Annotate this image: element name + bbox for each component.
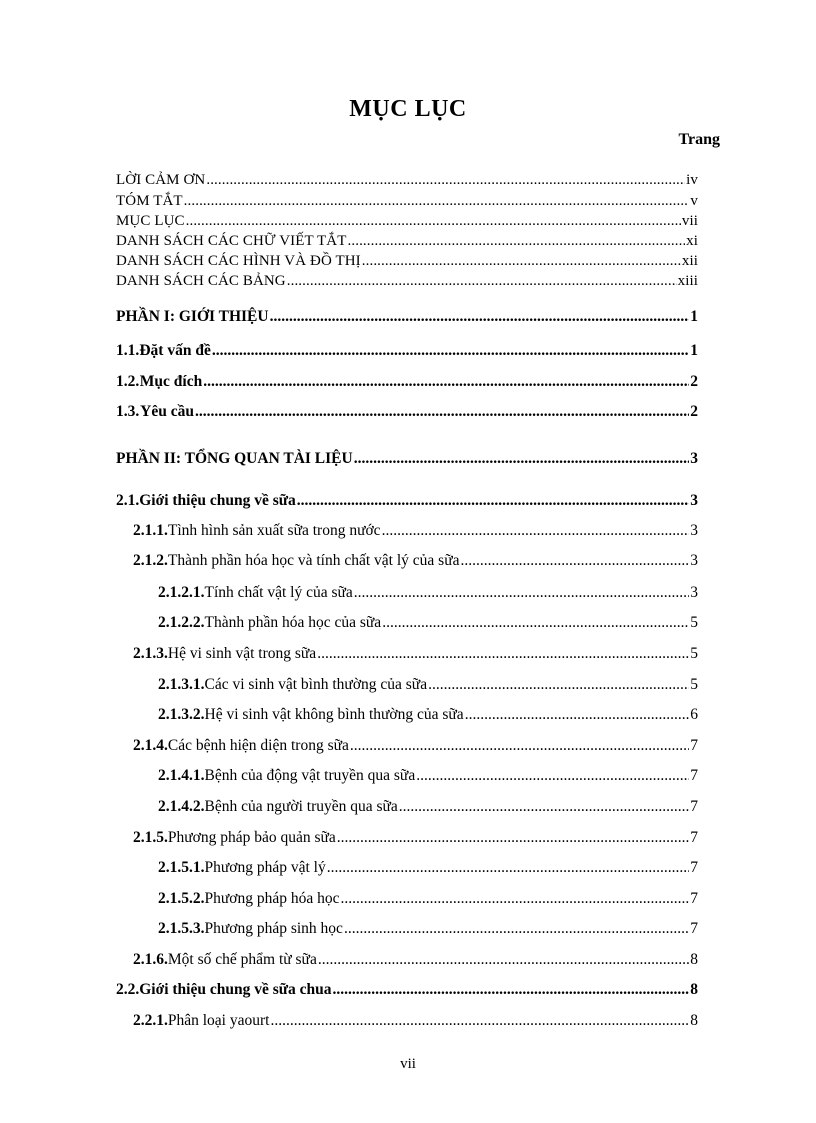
toc-row[interactable] [116,492,698,514]
toc-row[interactable] [116,737,698,759]
toc-label: Giới thiệu chung về sữa chua [139,981,332,998]
toc-row[interactable] [116,342,698,364]
toc-number: 2.1.5. [133,829,168,846]
leader-dots [333,981,690,999]
toc-row[interactable] [116,798,698,820]
leader-dots [212,342,689,360]
toc-label: Phân loại yaourt [167,1012,270,1029]
toc-page: 7 [690,767,698,784]
toc-number: 2.1.4.1. [158,767,205,784]
leader-dots [348,233,686,250]
toc-page: 3 [690,492,698,509]
leader-dots [460,552,689,570]
toc-number: 2.1.5.1. [158,859,205,876]
toc-row[interactable] [116,584,698,606]
leader-dots [318,951,689,969]
toc-label: TÓM TẮT [116,193,183,209]
toc-page: 5 [690,676,698,693]
leader-dots [317,645,689,663]
toc-label: MỤC LỤC [116,213,185,229]
leader-dots [184,193,690,210]
leader-dots [382,614,689,632]
toc-number: 2.1.6. [133,951,168,968]
page-column-label: Trang [678,131,720,148]
toc-page: 2 [690,373,698,390]
toc-page: 3 [690,450,698,467]
toc-number: 1.3. [116,403,140,420]
toc-row[interactable] [116,951,698,973]
toc-page: 6 [690,706,698,723]
leader-dots [203,373,689,391]
toc-label: PHẦN II: TỔNG QUAN TÀI LIỆU [116,450,353,467]
toc-page: 3 [690,584,698,601]
toc-label: Thành phần hóa học và tính chất vật lý của sữa [167,552,460,569]
toc-label: Hệ vi sinh vật không bình thường của sữa [204,706,464,723]
toc-page: v [690,193,698,209]
toc-number: 2.2.1. [133,1012,168,1029]
leader-dots [337,829,689,847]
toc-number: 2.2. [116,981,140,998]
leader-dots [206,172,685,189]
toc-page: 8 [690,951,698,968]
toc-label: DANH SÁCH CÁC CHỮ VIẾT TẮT [116,233,347,249]
toc-row[interactable] [116,920,698,942]
toc-number: 1.1. [116,342,140,359]
leader-dots [327,859,690,877]
toc-row[interactable] [116,829,698,851]
toc-row[interactable] [116,273,698,295]
toc-number: 2.1.2.1. [158,584,205,601]
page-title: MỤC LỤC [349,96,467,122]
toc-row[interactable] [116,859,698,881]
toc-page: 3 [690,552,698,569]
leader-dots [270,308,690,326]
toc-label: Một số chế phẩm từ sữa [167,951,317,968]
toc-number: 2.1.3.2. [158,706,205,723]
toc-number: 2.1.4. [133,737,168,754]
toc-label: DANH SÁCH CÁC HÌNH VÀ ĐỒ THỊ [116,253,361,269]
leader-dots [354,584,689,602]
toc-row[interactable] [116,706,698,728]
toc-page: 8 [690,1012,698,1029]
toc-label: Hệ vi sinh vật trong sữa [167,645,317,662]
toc-page: xiii [677,273,698,289]
toc-label: PHẦN I: GIỚI THIỆU [116,308,269,325]
toc-row[interactable] [116,373,698,395]
leader-dots [428,676,689,694]
toc-row[interactable] [116,308,698,330]
toc-page: 7 [690,798,698,815]
toc-row[interactable] [116,253,698,275]
toc-label: Các bệnh hiện diện trong sữa [167,737,349,754]
toc-label: Phương pháp sinh học [204,920,343,937]
toc-label: Tình hình sản xuất sữa trong nước [167,522,381,539]
toc-label: Đặt vấn đề [139,342,211,359]
leader-dots [186,213,681,230]
leader-dots [354,450,690,468]
toc-page: 1 [690,342,698,359]
toc-page: 7 [690,829,698,846]
toc-page: xi [686,233,698,249]
toc-number: 2.1.3.1. [158,676,205,693]
toc-page: 5 [690,645,698,662]
leader-dots [382,522,690,540]
leader-dots [195,403,689,421]
toc-row[interactable] [116,552,698,574]
toc-label: DANH SÁCH CÁC BẢNG [116,273,286,289]
toc-number: 2.1.5.3. [158,920,205,937]
toc-row[interactable] [116,890,698,912]
toc-page: 8 [690,981,698,998]
toc-number: 2.1.4.2. [158,798,205,815]
toc-number: 1.2. [116,373,140,390]
toc-row[interactable] [116,981,698,1003]
toc-page: xii [681,253,698,269]
leader-dots [416,767,689,785]
toc-label: Giới thiệu chung về sữa [139,492,296,509]
toc-row[interactable] [116,403,698,425]
leader-dots [287,273,677,290]
toc-page: vii [681,213,698,229]
toc-label: Mục đích [139,373,203,390]
leader-dots [465,706,690,724]
toc-label: Thành phần hóa học của sữa [204,614,382,631]
leader-dots [399,798,689,816]
toc-number: 2.1.2. [133,552,168,569]
toc-number: 2.1.5.2. [158,890,205,907]
toc-row[interactable] [116,614,698,636]
toc-label: Tính chất vật lý của sữa [204,584,353,601]
toc-label: LỜI CẢM ƠN [116,172,206,188]
toc-row[interactable] [116,676,698,698]
toc-label: Phương pháp hóa học [204,890,340,907]
toc-number: 2.1.1. [133,522,168,539]
leader-dots [340,890,689,908]
leader-dots [344,920,689,938]
page-number: vii [400,1056,416,1072]
toc-label: Bệnh của người truyền qua sữa [204,798,398,815]
toc-number: 2.1.3. [133,645,168,662]
toc-page: 3 [690,522,698,539]
leader-dots [297,492,689,510]
toc-row[interactable] [116,522,698,544]
toc-label: Bệnh của động vật truyền qua sữa [204,767,416,784]
toc-row[interactable] [116,645,698,667]
toc-number: 2.1.2.2. [158,614,205,631]
leader-dots [362,253,681,270]
toc-row[interactable] [116,450,698,472]
leader-dots [270,1012,689,1030]
toc-page: 5 [690,614,698,631]
toc-label: Phương pháp vật lý [204,859,326,876]
toc-row[interactable] [116,193,698,215]
toc-row[interactable] [116,172,698,194]
toc-page: 7 [690,920,698,937]
toc-page: 1 [690,308,698,325]
toc-label: Phương pháp bảo quản sữa [167,829,336,846]
toc-page: 7 [690,737,698,754]
toc-label: Các vi sinh vật bình thường của sữa [204,676,428,693]
leader-dots [350,737,689,755]
toc-label: Yêu cầu [140,403,194,420]
toc-row[interactable] [116,233,698,255]
toc-row[interactable] [116,213,698,235]
toc-number: 2.1. [116,492,140,509]
toc-page: 2 [690,403,698,420]
toc-row[interactable] [116,1012,698,1034]
toc-page: 7 [690,890,698,907]
toc-row[interactable] [116,767,698,789]
toc-page: iv [686,172,698,188]
toc-page: 7 [690,859,698,876]
